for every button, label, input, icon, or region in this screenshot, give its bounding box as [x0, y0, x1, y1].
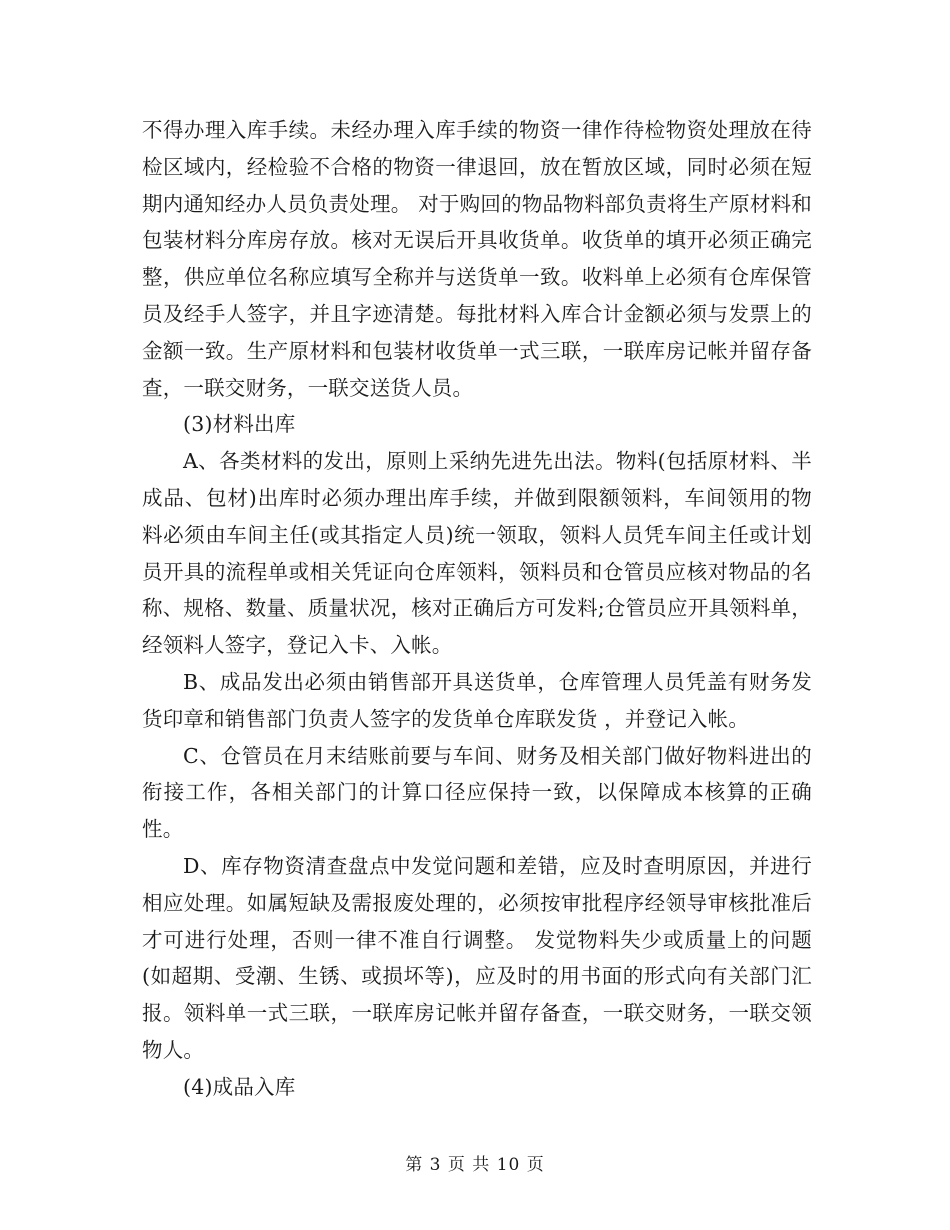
heading-material-outbound: (3)材料出库 — [183, 412, 296, 437]
paragraph-item-b: B、成品发出必须由销售部开具送货单，仓库管理人员凭盖有财务发货印章和销售部门负责人签字的发货单仓库联发货 ，并登记入帐。 — [142, 669, 812, 731]
paragraph-item-a: A、各类材料的发出，原则上采纳先进先出法。物料(包括原材料、半成品、包材)出库时必须办理出库手续，并做到限额领料，车间领用的物料必须由车间主任(或其指定人员)统一领取，领料人员凭车间主任或计划员开具的流程单或相关凭证向仓库领料，领料员和仓管员应核对物品的名称、规格、数量、质量状况，核对正确后方可发料;仓管员应开具领料单，经领料人签字，登记入卡、入帐。 — [142, 449, 812, 658]
paragraph-inbound-procedure: 不得办理入库手续。未经办理入库手续的物资一律作待检物资处理放在待检区域内，经检验不合格的物资一律退回，放在暂放区域，同时必须在短期内通知经办人员负责处理。 对于购回的物品物料部负责将生产原材料和包装材料分库房存放。核对无误后开具收货单。收货单的填开必须正确完整，供应单位名称应填写全称并与送货单一致。收料单上必须有仓库保管员及经手人签字，并且字迹清楚。每批材料入库合计金额必须与发票上的金额一致。生产原材料和包装材收货单一式三联，一联库房记帐并留存备查，一联交财务，一联交送货人员。 — [142, 118, 812, 400]
heading-finished-goods-inbound: (4)成品入库 — [183, 1074, 296, 1099]
paragraph-item-c: C、仓管员在月末结账前要与车间、财务及相关部门做好物料进出的衔接工作，各相关部门的计算口径应保持一致，以保障成本核算的正确性。 — [142, 743, 812, 842]
paragraph-item-d: D、库存物资清查盘点中发觉问题和差错，应及时查明原因，并进行相应处理。如属短缺及需报废处理的，必须按审批程序经领导审核批准后才可进行处理，否则一律不准自行调整。 发觉物料失少或质量上的问题(如超期、受潮、生锈、或损坏等)，应及时的用书面的形式向有关部门汇报。领料单一式三联，一联库房记帐并留存备查，一联交财务，一联交领物人。 — [142, 853, 812, 1062]
document-body — [142, 112, 812, 1106]
page-number-footer: 第 3 页 共 10 页 — [405, 1155, 545, 1175]
